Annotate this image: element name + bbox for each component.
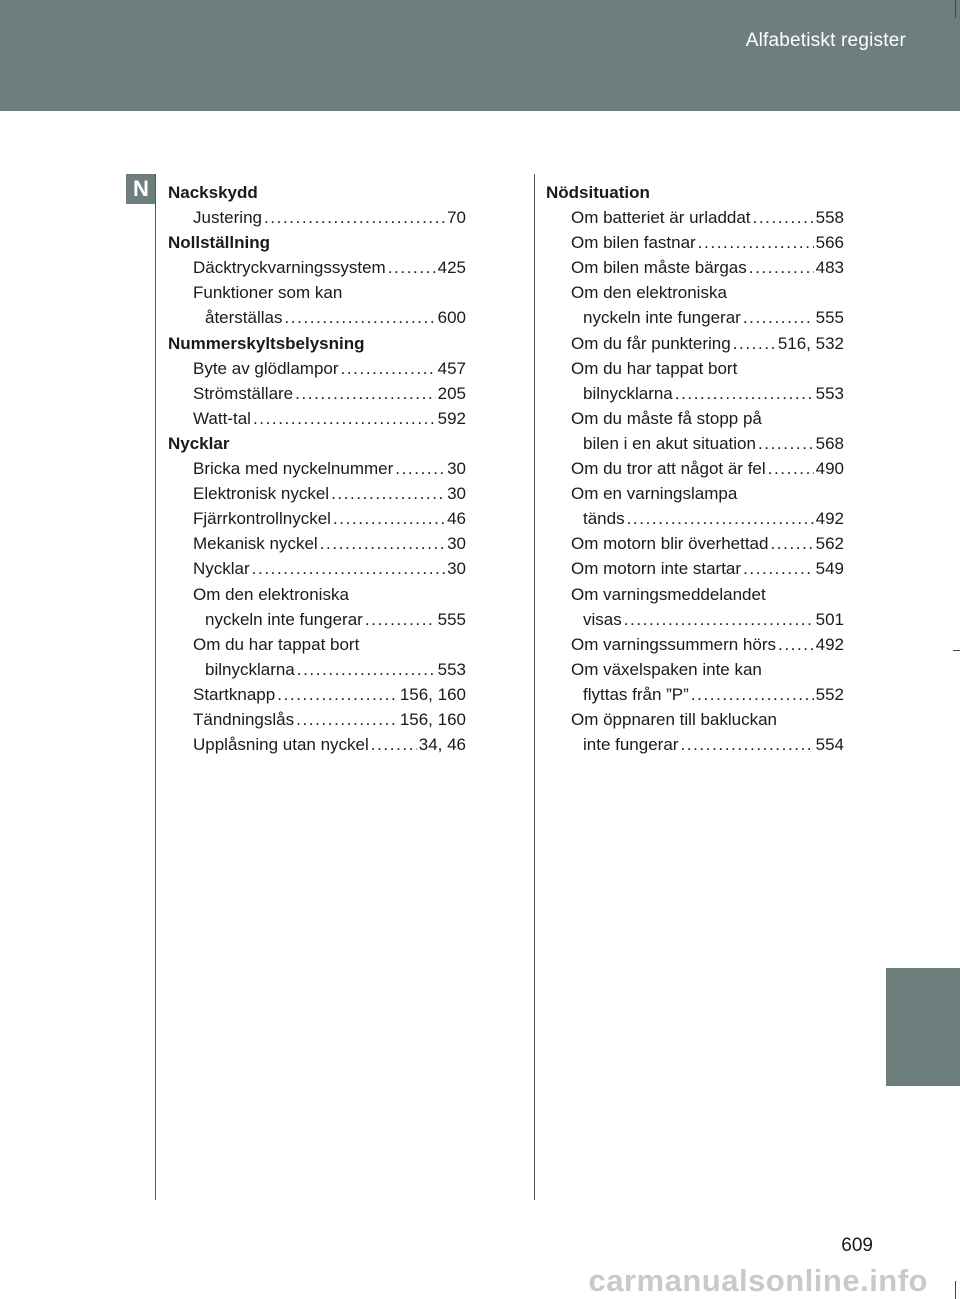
index-entry <box>546 732 844 757</box>
index-entry-continued: Om öppnaren till bakluckan <box>571 709 778 729</box>
dot-leader <box>284 305 435 330</box>
index-entry <box>168 506 466 531</box>
index-page-ref: 30 <box>447 459 466 479</box>
index-entry <box>546 381 844 406</box>
index-entry-label: Om motorn inte startar <box>571 559 742 579</box>
index-entry-continued: Funktioner som kan <box>193 283 343 303</box>
index-entry-label: visas <box>583 609 622 629</box>
dot-leader <box>675 381 814 406</box>
dot-leader <box>768 456 814 481</box>
dot-leader <box>743 305 814 330</box>
index-entry <box>546 431 844 456</box>
index-entry-label: Startknapp <box>193 684 276 704</box>
index-page-ref: 483 <box>815 258 844 278</box>
index-entry-label: inte fungerar <box>583 735 679 755</box>
dot-leader <box>264 205 445 230</box>
dot-leader <box>333 506 445 531</box>
index-page-ref: 156, 160 <box>399 684 466 704</box>
index-entry-continued: Om den elektroniska <box>193 584 349 604</box>
index-page-ref: 156, 160 <box>399 709 466 729</box>
index-page-ref: 457 <box>437 358 466 378</box>
index-page-ref: 501 <box>815 609 844 629</box>
index-heading: Nycklar <box>168 433 230 453</box>
index-entry-label: bilen i en akut situation <box>583 433 756 453</box>
index-page-ref: 552 <box>815 684 844 704</box>
index-entry <box>546 305 844 330</box>
index-entry-continued: Om varningsmeddelandet <box>571 584 766 604</box>
index-entry-label: Byte av glödlampor <box>193 358 339 378</box>
dot-leader <box>341 356 436 381</box>
index-page-ref: 562 <box>815 534 844 554</box>
dot-leader <box>371 732 417 757</box>
index-entry-label: Om bilen måste bärgas <box>571 258 747 278</box>
dot-leader <box>733 331 776 356</box>
index-entry-continued: Om växelspaken inte kan <box>571 659 762 679</box>
index-entry-label: bilnycklarna <box>583 383 673 403</box>
dot-leader <box>277 682 398 707</box>
index-entry-label: Om varningssummern hörs <box>571 634 777 654</box>
dot-leader <box>320 531 445 556</box>
index-page-ref: 30 <box>447 534 466 554</box>
index-entry-continued: Om du har tappat bort <box>571 358 738 378</box>
index-page-ref: 568 <box>815 433 844 453</box>
column-rule-middle <box>534 174 535 1200</box>
section-tab <box>886 968 960 1086</box>
index-entry <box>168 481 466 506</box>
index-entry-label: Upplåsning utan nyckel <box>193 735 369 755</box>
column-rule-left <box>155 174 156 1200</box>
dot-leader <box>698 230 814 255</box>
index-page-ref: 555 <box>815 308 844 328</box>
index-page-ref: 566 <box>815 233 844 253</box>
index-entry-label: återställas <box>205 308 283 328</box>
dot-leader <box>680 732 813 757</box>
index-entry <box>546 205 844 230</box>
index-entry-label: bilnycklarna <box>205 659 295 679</box>
index-entry-continued: Om en varningslampa <box>571 484 738 504</box>
index-entry-label: Om du får punktering <box>571 333 731 353</box>
index-entry <box>546 682 844 707</box>
index-entry <box>546 331 844 356</box>
dot-leader <box>627 506 814 531</box>
index-entry <box>168 406 466 431</box>
index-entry-label: nyckeln inte fungerar <box>205 609 363 629</box>
index-entry-label: Elektronisk nyckel <box>193 484 330 504</box>
dot-leader <box>395 456 445 481</box>
crop-mark-top-right <box>955 0 956 18</box>
index-page-ref: 592 <box>437 408 466 428</box>
dot-leader <box>743 556 814 581</box>
index-entry <box>168 456 466 481</box>
index-page-ref: 549 <box>815 559 844 579</box>
index-entry-label: Tändningslås <box>193 709 295 729</box>
index-page-ref: 555 <box>437 609 466 629</box>
index-column-right <box>546 180 844 757</box>
index-entry-label: Strömställare <box>193 383 294 403</box>
index-heading: Nackskydd <box>168 183 258 202</box>
dot-leader <box>297 657 436 682</box>
header-title: Alfabetiskt register <box>745 30 906 51</box>
index-entry <box>168 531 466 556</box>
page-header <box>0 0 960 111</box>
index-entry <box>168 607 466 632</box>
index-page-ref: 554 <box>815 735 844 755</box>
index-entry-label: Om batteriet är urladdat <box>571 208 751 228</box>
index-entry-continued: Om du måste få stopp på <box>571 408 762 428</box>
index-entry <box>546 506 844 531</box>
dot-leader <box>252 556 445 581</box>
index-entry-label: Mekanisk nyckel <box>193 534 318 554</box>
dot-leader <box>753 205 814 230</box>
index-page-ref: 30 <box>447 484 466 504</box>
crop-mark-right <box>953 650 960 651</box>
index-page-ref: 205 <box>437 383 466 403</box>
index-page-ref: 34, 46 <box>418 735 466 755</box>
index-entry <box>546 531 844 556</box>
index-entry <box>168 305 466 330</box>
dot-leader <box>296 707 398 732</box>
index-entry-label: Nycklar <box>193 559 250 579</box>
index-heading: Nummerskyltsbelysning <box>168 333 365 353</box>
dot-leader <box>388 255 436 280</box>
dot-leader <box>331 481 445 506</box>
index-entry <box>168 707 466 732</box>
index-page-ref: 30 <box>447 559 466 579</box>
index-page-ref: 70 <box>447 208 466 228</box>
index-entry <box>546 632 844 657</box>
index-page-ref: 600 <box>437 308 466 328</box>
index-entry <box>168 255 466 280</box>
index-page-ref: 558 <box>815 208 844 228</box>
watermark: carmanualsonline.info <box>588 1263 928 1298</box>
index-entry <box>168 356 466 381</box>
index-entry <box>546 607 844 632</box>
section-letter-badge: N <box>126 174 156 204</box>
index-page-ref: 490 <box>815 459 844 479</box>
index-entry-label: Om du tror att något är fel <box>571 459 766 479</box>
index-page-ref: 492 <box>815 509 844 529</box>
index-entry <box>168 381 466 406</box>
index-entry-label: Om motorn blir överhettad <box>571 534 769 554</box>
dot-leader <box>295 381 435 406</box>
index-entry-label: flyttas från ”P” <box>583 684 689 704</box>
index-entry-continued: Om du har tappat bort <box>193 634 360 654</box>
dot-leader <box>365 607 436 632</box>
index-column-left <box>168 180 466 757</box>
index-entry-label: nyckeln inte fungerar <box>583 308 741 328</box>
index-entry <box>546 556 844 581</box>
index-page-ref: 492 <box>815 634 844 654</box>
dot-leader <box>691 682 814 707</box>
index-entry <box>546 230 844 255</box>
index-page-ref: 516, 532 <box>777 333 844 353</box>
index-entry <box>168 657 466 682</box>
index-heading: Nödsituation <box>546 183 650 202</box>
index-page-ref: 46 <box>447 509 466 529</box>
index-entry <box>168 556 466 581</box>
index-entry-label: Om bilen fastnar <box>571 233 696 253</box>
index-entry <box>546 255 844 280</box>
index-page-ref: 553 <box>437 659 466 679</box>
dot-leader <box>749 255 814 280</box>
index-entry-label: Däcktryckvarningssystem <box>193 258 386 278</box>
index-entry-continued: Om den elektroniska <box>571 283 727 303</box>
index-entry <box>168 205 466 230</box>
dot-leader <box>770 531 813 556</box>
index-page-ref: 553 <box>815 383 844 403</box>
page-number: 609 <box>841 1235 873 1256</box>
index-entry-label: Justering <box>193 208 262 228</box>
index-entry <box>168 682 466 707</box>
index-heading: Nollställning <box>168 233 270 253</box>
index-entry <box>168 732 466 757</box>
index-entry-label: Fjärrkontrollnyckel <box>193 509 331 529</box>
dot-leader <box>758 431 814 456</box>
index-entry-label: tänds <box>583 509 625 529</box>
index-entry-label: Watt-tal <box>193 408 251 428</box>
dot-leader <box>253 406 436 431</box>
index-entry-label: Bricka med nyckelnummer <box>193 459 394 479</box>
index-page-ref: 425 <box>437 258 466 278</box>
dot-leader <box>778 632 814 657</box>
dot-leader <box>624 607 814 632</box>
index-entry <box>546 456 844 481</box>
